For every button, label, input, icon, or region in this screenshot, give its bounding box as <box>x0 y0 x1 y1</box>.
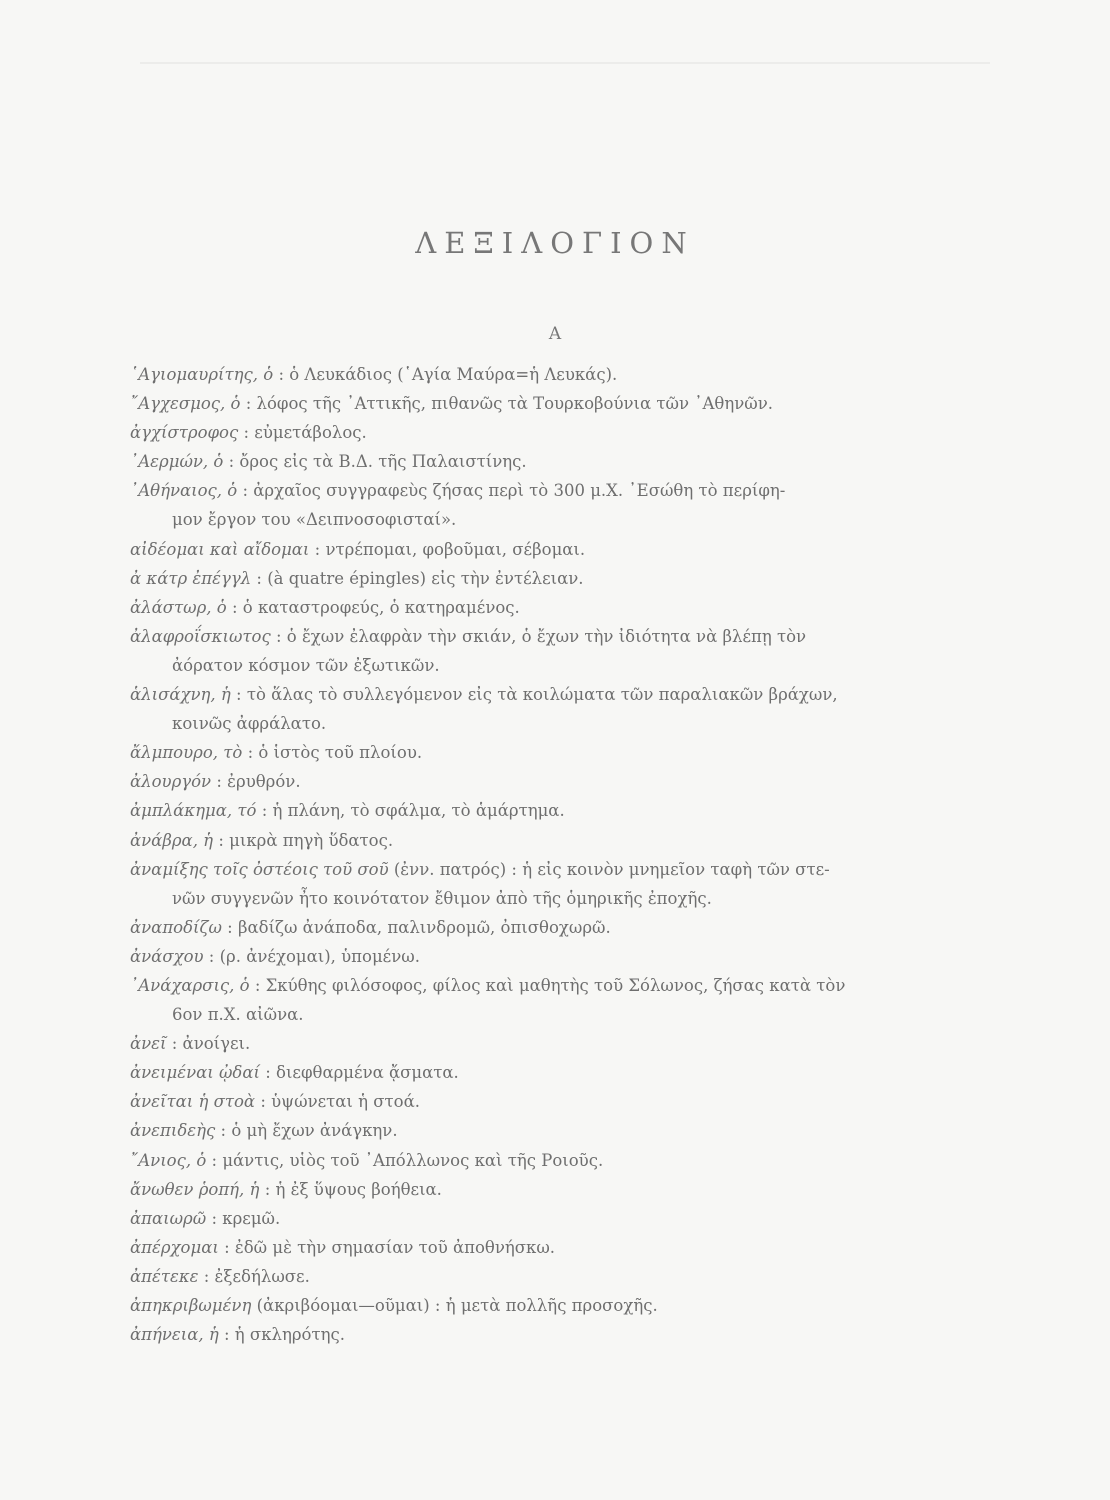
entry-definition: : ἡ πλάνη, τὸ σφάλμα, τὸ ἁμάρτημα. <box>261 801 565 821</box>
entry-headword: ῎Ανιος, ὁ <box>130 1150 207 1170</box>
bleed-through-rule <box>140 62 990 64</box>
entry-headword: ἀ κάτρ ἐπέγγλ <box>130 568 252 588</box>
entry-headword: ἀπαιωρῶ <box>130 1208 207 1228</box>
entry-definition: : μάντις, υἱὸς τοῦ ᾿Απόλλωνος καὶ τῆς Ροιοῦς. <box>211 1150 604 1170</box>
entry-definition: (ἀκριβόομαι—οῦμαι) : ἡ μετὰ πολλῆς προσοχῆς. <box>256 1296 658 1315</box>
entry-definition: : ντρέπομαι, φοβοῦμαι, σέβομαι. <box>314 539 586 559</box>
entry-definition: : (à quatre épingles) εἰς τὴν ἐντέλειαν. <box>256 568 584 588</box>
entry-definition: : ἀνοίγει. <box>171 1034 251 1054</box>
entry-definition: : βαδίζω ἀνάποδα, παλινδρομῶ, ὀπισθοχωρῶ. <box>227 917 611 937</box>
entry-definition: : ἐρυθρόν. <box>216 772 301 792</box>
glossary-entry <box>130 1291 970 1320</box>
entry-definition: : ὑψώνεται ἡ στοά. <box>260 1092 420 1112</box>
entry-definition: : ὁ μὴ ἔχων ἀνάγκην. <box>220 1121 398 1141</box>
entry-headword: ῾Αγιομαυρίτης, ὁ <box>130 365 274 384</box>
entry-headword: αἰδέομαι καὶ αἴδομαι <box>130 539 310 559</box>
entry-definition: : ὁ ἱστὸς τοῦ πλοίου. <box>247 743 423 763</box>
entry-headword: ἀπέρχομαι <box>130 1237 219 1257</box>
entry-headword: ἄνωθεν ῥοπή, ἡ <box>130 1179 260 1199</box>
glossary-entry <box>130 1233 970 1262</box>
entry-definition: : (ρ. ἀνέχομαι), ὑπομένω. <box>208 946 420 966</box>
glossary-entry <box>130 1058 970 1087</box>
entry-headword: ἀναμίξης τοῖς ὀστέοις τοῦ σοῦ <box>130 859 389 879</box>
glossary-entry <box>130 855 970 913</box>
entry-definition: : ἐδῶ μὲ τὴν σημασίαν τοῦ ἀποθνήσκω. <box>224 1237 556 1257</box>
entry-definition: : τὸ ἅλας τὸ συλλεγόμενον εἰς τὰ κοιλώματα τῶν παραλιακῶν βράχων, <box>236 685 838 705</box>
glossary-entry <box>130 826 970 855</box>
entry-continuation: ἀόρατον κόσμον τῶν ἐξωτικῶν. <box>172 655 440 675</box>
entry-headword: ἀλουργόν <box>130 772 212 792</box>
glossary-entry <box>130 738 970 767</box>
entry-headword: ἄλμπουρο, τὸ <box>130 743 243 763</box>
entry-headword: ἀνειμέναι ᾠδαί <box>130 1063 260 1083</box>
entry-headword: ἀμπλάκημα, τό <box>130 801 257 821</box>
entry-headword: ἀγχίστροφος <box>130 423 239 443</box>
glossary-entry <box>130 796 970 825</box>
section-letter: Α <box>548 324 562 344</box>
glossary-entry <box>130 913 970 942</box>
glossary-entry <box>130 360 970 389</box>
glossary-entry <box>130 447 970 476</box>
entry-definition: : διεφθαρμένα ᾄσματα. <box>265 1063 459 1083</box>
glossary-entry <box>130 535 970 564</box>
glossary-entry <box>130 418 970 447</box>
page-title: ΛΕΞΙΛΟΓΙΟΝ <box>415 226 695 260</box>
entry-headword: ἀπηκριβωμένη <box>130 1296 252 1315</box>
glossary-entry <box>130 1087 970 1116</box>
entry-headword: ᾿Αθήναιος, ὁ <box>130 481 238 501</box>
entry-headword: ἀπέτεκε <box>130 1266 199 1286</box>
entry-headword: ἀνεπιδεὴς <box>130 1121 216 1141</box>
glossary-list <box>130 360 970 1349</box>
entry-headword: ἀλαφροΐσκιωτος <box>130 626 271 646</box>
glossary-entry <box>130 1320 970 1349</box>
entry-headword: ᾿Αερμών, ὁ <box>130 452 224 472</box>
glossary-entry <box>130 1116 970 1145</box>
glossary-entry <box>130 564 970 593</box>
entry-headword: ἀναποδίζω <box>130 917 222 937</box>
entry-headword: ἀνεῖται ἡ στοὰ <box>130 1092 256 1112</box>
glossary-entry <box>130 476 970 534</box>
entry-definition: : ἡ σκληρότης. <box>224 1325 345 1345</box>
glossary-entry <box>130 971 970 1029</box>
entry-continuation: κοινῶς ἀφράλατο. <box>172 714 327 734</box>
entry-headword: ἀνάσχου <box>130 946 204 966</box>
entry-definition: (ἐνν. πατρός) : ἡ εἰς κοινὸν μνημεῖον ταφὴ τῶν στε- <box>393 859 830 879</box>
entry-headword: ἀλάστωρ, ὁ <box>130 597 227 617</box>
entry-continuation: μον ἔργον του «Δειπνοσοφισταί». <box>172 510 457 530</box>
glossary-entry <box>130 622 970 680</box>
glossary-entry <box>130 593 970 622</box>
entry-definition: : ἡ ἐξ ὕψους βοήθεια. <box>264 1179 442 1199</box>
entry-definition: : ἀρχαῖος συγγραφεὺς ζήσας περὶ τὸ 300 μ.Χ. ᾿Εσώθη τὸ περίφη- <box>242 481 786 501</box>
glossary-entry <box>130 1146 970 1175</box>
entry-headword: ἀνάβρα, ἡ <box>130 830 214 850</box>
entry-continuation: νῶν συγγενῶν ἦτο κοινότατον ἔθιμον ἀπὸ τῆς ὁμηρικῆς ἐποχῆς. <box>172 888 712 908</box>
entry-continuation: 6ον π.Χ. αἰῶνα. <box>172 1005 304 1025</box>
entry-definition: : ὁ ἔχων ἐλαφρὰν τὴν σκιάν, ὁ ἔχων τὴν ἰδιότητα νὰ βλέπῃ τὸν <box>275 626 807 646</box>
glossary-entry <box>130 389 970 418</box>
entry-headword: ῎Αγχεσμος, ὁ <box>130 394 241 414</box>
glossary-entry <box>130 680 970 738</box>
entry-definition: : ὄρος εἰς τὰ Β.Δ. τῆς Παλαιστίνης. <box>228 452 527 472</box>
glossary-entry <box>130 1204 970 1233</box>
entry-headword: ἀνεῖ <box>130 1034 167 1054</box>
entry-headword: ᾿Ανάχαρσις, ὁ <box>130 975 250 995</box>
glossary-entry <box>130 1029 970 1058</box>
entry-definition: : ἐξεδήλωσε. <box>203 1266 310 1286</box>
glossary-entry <box>130 942 970 971</box>
entry-definition: : κρεμῶ. <box>211 1208 281 1228</box>
glossary-entry <box>130 767 970 796</box>
entry-definition: : ὁ καταστροφεύς, ὁ κατηραμένος. <box>231 597 520 617</box>
glossary-entry <box>130 1262 970 1291</box>
entry-headword: ἁλισάχνη, ἡ <box>130 685 231 705</box>
entry-definition: : ὁ Λευκάδιος (῾Αγία Μαύρα=ἡ Λευκάς). <box>278 365 618 384</box>
entry-definition: : μικρὰ πηγὴ ὕδατος. <box>218 830 394 850</box>
entry-definition: : λόφος τῆς ᾿Αττικῆς, πιθανῶς τὰ Τουρκοβούνια τῶν ᾿Αθηνῶν. <box>245 394 773 414</box>
entry-headword: ἀπήνεια, ἡ <box>130 1325 219 1345</box>
entry-definition: : Σκύθης φιλόσοφος, φίλος καὶ μαθητὴς τοῦ Σόλωνος, ζήσας κατὰ τὸν <box>254 975 846 995</box>
glossary-entry <box>130 1175 970 1204</box>
entry-definition: : εὐμετάβολος. <box>243 423 367 443</box>
